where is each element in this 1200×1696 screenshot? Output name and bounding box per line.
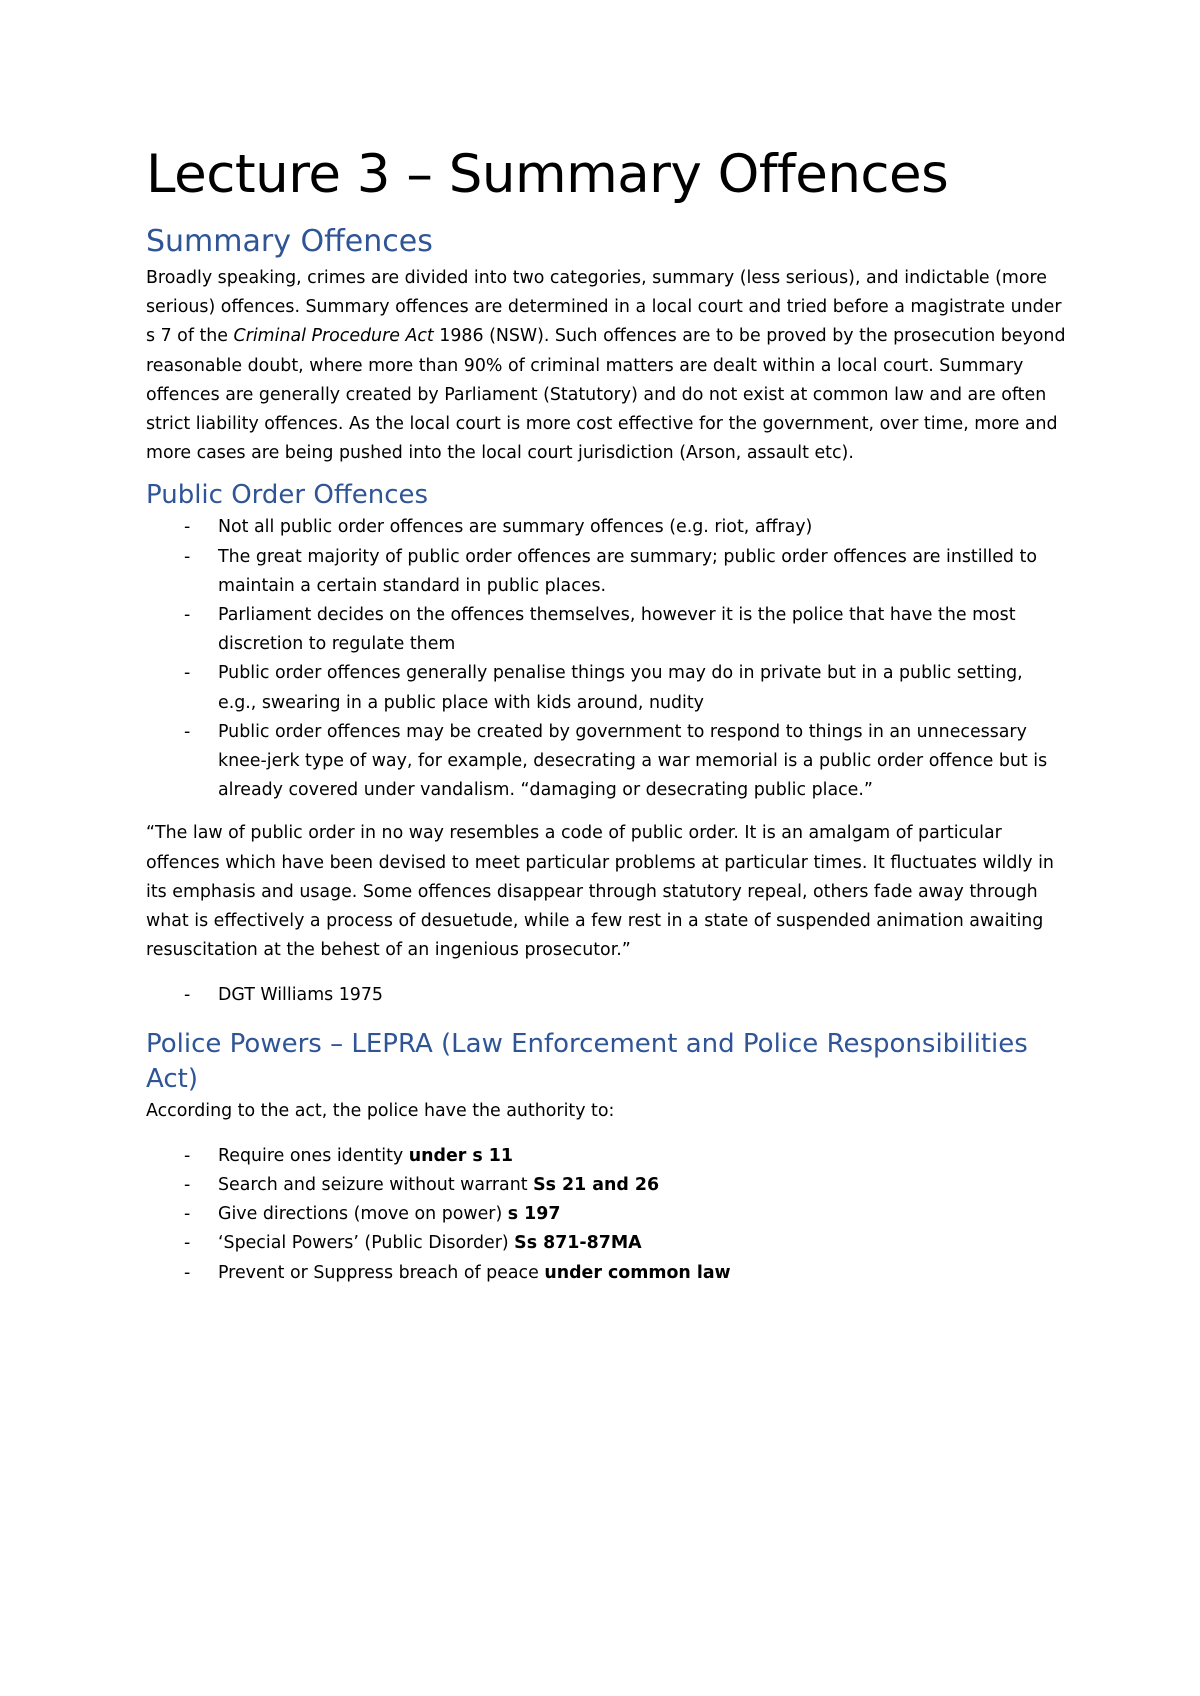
list-item-text: Public order offences generally penalise things you may do in private but in a public setting, e.g., swearing in a public place with kids around, nudity: [218, 663, 1023, 713]
dash-bullet: -: [184, 546, 191, 567]
list-item: [146, 1171, 1066, 1200]
police-powers-list: [146, 1142, 1066, 1288]
summary-paragraph-part-b: 1986 (NSW). Such offences are to be proved by the prosecution beyond reasonable doubt, where more than 90% of criminal matters are dealt within a local court. Summary offences are generally created by Parliament (Statutory) and do not exist at common law and are often strict liability offences. As the local court is more cost effective for the government, over time, more and more cases are being pushed into the local court jurisdiction (Arson, assault etc).: [146, 326, 1066, 464]
public-order-list: [146, 513, 1066, 805]
dash-bullet: -: [184, 1175, 191, 1196]
list-item: [146, 513, 1066, 542]
statute-reference: Ss 871-87MA: [514, 1233, 642, 1254]
summary-offences-paragraph: [146, 264, 1066, 468]
police-powers-intro: According to the act, the police have the authority to:: [146, 1100, 615, 1121]
list-item-text: Prevent or Suppress breach of peace: [218, 1262, 545, 1283]
list-item-text: ‘Special Powers’ (Public Disorder): [218, 1233, 515, 1254]
dash-bullet: -: [184, 517, 191, 538]
list-item: [146, 1259, 1066, 1288]
list-item: [146, 1142, 1066, 1171]
statute-reference: under s 11: [408, 1145, 513, 1166]
document-title: Lecture 3 – Summary Offences: [146, 144, 949, 205]
dash-bullet: -: [184, 605, 191, 626]
document-content: [146, 140, 1066, 1288]
dash-bullet: -: [184, 1233, 191, 1254]
act-name-italic: Criminal Procedure Act: [233, 326, 434, 347]
dash-bullet: -: [184, 721, 191, 742]
list-item-text: Public order offences may be created by government to respond to things in an unnecessary knee-jerk type of way, for example, desecrating a war memorial is a public order offence but is already covered under vandalism. “damaging or desecrating public place.”: [218, 721, 1048, 801]
list-item-text: Require ones identity: [218, 1145, 409, 1166]
dash-bullet: -: [184, 1145, 191, 1166]
list-item-text: Parliament decides on the offences themselves, however it is the police that have the most discretion to regulate them: [218, 605, 1016, 655]
summary-paragraph-part-a: Broadly speaking, crimes are divided into two categories, summary (less serious), and indictable (more serious) offences. Summary offences are determined in a local court and tried before a magistrate under s 7 of the: [146, 268, 1062, 347]
list-item-text: The great majority of public order offences are summary; public order offences are instilled to maintain a certain standard in public places.: [218, 546, 1037, 596]
list-item: [146, 543, 1066, 601]
list-item-text: Search and seizure without warrant: [218, 1175, 534, 1196]
list-item-text: Not all public order offences are summary offences (e.g. riot, affray): [218, 517, 813, 538]
statute-reference: under common law: [544, 1262, 731, 1283]
dash-bullet: -: [184, 1262, 191, 1283]
section-heading-public-order-offences: Public Order Offences: [146, 480, 429, 511]
statute-reference: Ss 21 and 26: [533, 1175, 660, 1196]
list-item: [146, 1200, 1066, 1229]
list-item: [146, 718, 1066, 806]
list-item-text: Give directions (move on power): [218, 1204, 508, 1225]
list-item: [146, 601, 1066, 659]
dash-bullet: -: [184, 985, 191, 1006]
section-heading-police-powers: Police Powers – LEPRA (Law Enforcement and Police Responsibilities Act): [146, 1028, 1028, 1094]
list-item: [146, 981, 1066, 1010]
quote-attribution: DGT Williams 1975: [218, 985, 383, 1006]
statute-reference: s 197: [507, 1204, 561, 1225]
dash-bullet: -: [184, 1204, 191, 1225]
williams-quote: “The law of public order in no way resembles a code of public order. It is an amalgam of particular offences which have been devised to meet particular problems at particular times. It fluctuates wildly in its emphasis and usage. Some offences disappear through statutory repeal, others fade away through what is effectively a process of desuetude, while a few rest in a state of suspended animation awaiting resuscitation at the behest of an ingenious prosecutor.”: [146, 823, 1054, 961]
dash-bullet: -: [184, 663, 191, 684]
list-item: [146, 1229, 1066, 1258]
quote-attribution-list: [146, 981, 1066, 1010]
list-item: [146, 659, 1066, 717]
section-heading-summary-offences: Summary Offences: [146, 224, 433, 259]
